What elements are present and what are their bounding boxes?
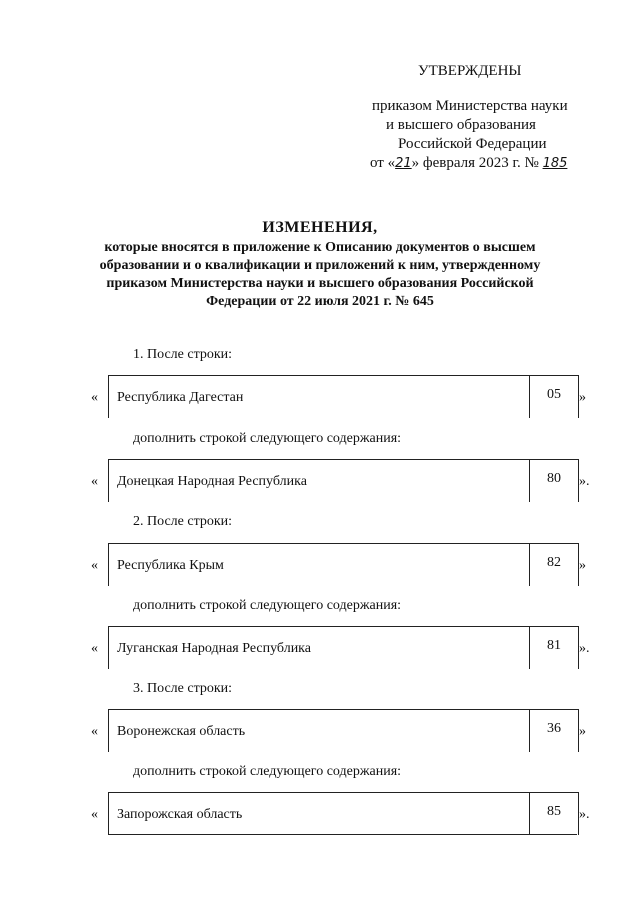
close-quote: » [579,558,586,573]
approval-line-3: Российской Федерации [398,136,547,152]
document-title [60,218,580,310]
region-name: Республика Крым [117,558,224,573]
handwritten-day: 21 [395,156,412,171]
region-code: 81 [547,638,561,653]
open-quote: « [91,474,98,489]
title-heading: ИЗМЕНЕНИЯ, [262,219,378,236]
item-2-instruction: дополнить строкой следующего содержания: [133,598,402,613]
region-code: 36 [547,721,561,736]
close-quote: ». [579,474,590,489]
table-row-before-2 [108,543,579,586]
open-quote: « [91,807,98,822]
item-3-instruction: дополнить строкой следующего содержания: [133,764,402,779]
open-quote: « [91,641,98,656]
item-2-heading: 2. После строки: [133,514,233,529]
region-name: Республика Дагестан [117,390,244,405]
region-name: Донецкая Народная Республика [117,474,307,489]
table-bottom-border [108,834,577,835]
close-quote: ». [579,641,590,656]
close-quote: » [579,724,586,739]
table-row-after-3 [108,792,579,835]
title-subtitle-3: приказом Министерства науки и высшего образования Российской [106,276,534,291]
approval-date-line [370,154,567,173]
close-quote: » [579,390,586,405]
approval-line-1: приказом Министерства науки [372,98,568,114]
region-code: 80 [547,471,561,486]
title-subtitle-1: которые вносятся в приложение к Описанию документов о высшем [104,240,536,255]
region-code: 05 [547,387,561,402]
region-name: Луганская Народная Республика [117,641,311,656]
open-quote: « [91,390,98,405]
approval-line-2: и высшего образования [386,117,536,133]
approval-heading: УТВЕРЖДЕНЫ [418,63,522,79]
title-subtitle-4: Федерации от 22 июля 2021 г. № 645 [206,294,434,309]
close-quote: ». [579,807,590,822]
date-middle: » февраля 2023 г. № [411,155,539,171]
item-1-heading: 1. После строки: [133,347,233,362]
handwritten-order-number: 185 [542,156,568,171]
table-row-before-1 [108,375,579,418]
region-name: Запорожская область [117,807,243,822]
item-3-heading: 3. После строки: [133,681,233,696]
table-row-before-3 [108,709,579,752]
region-code: 82 [547,555,561,570]
region-name: Воронежская область [117,724,246,739]
table-row-after-1 [108,459,579,502]
title-subtitle-2: образовании и о квалификации и приложений к ним, утвержденному [99,258,541,273]
date-prefix: от « [370,155,396,171]
open-quote: « [91,558,98,573]
region-code: 85 [547,804,561,819]
item-1-instruction: дополнить строкой следующего содержания: [133,431,402,446]
table-row-after-2 [108,626,579,669]
open-quote: « [91,724,98,739]
